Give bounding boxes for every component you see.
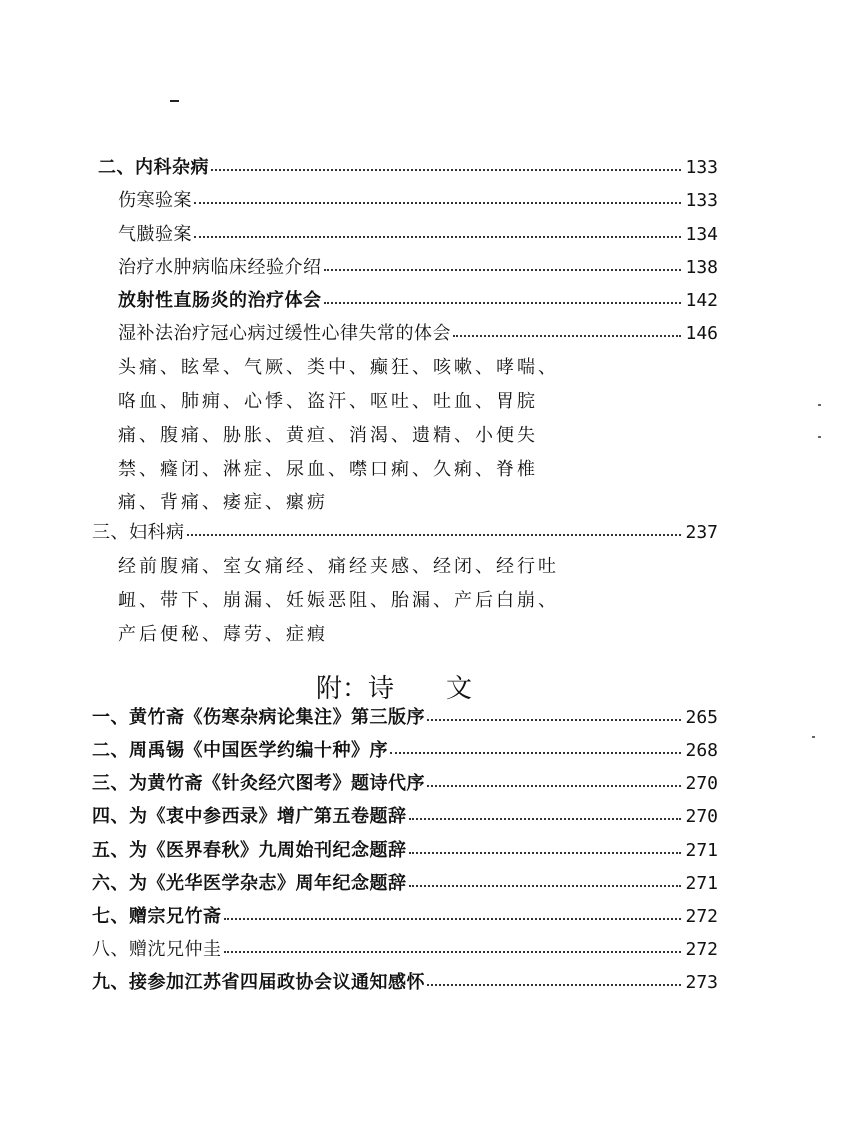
toc-entry-title: 二、内科杂病 — [98, 157, 209, 178]
toc-entry-page: 270 — [685, 773, 718, 794]
toc-entry-title: 三、为黄竹斋《针灸经穴图考》题诗代序 — [92, 773, 425, 794]
leader-dots — [390, 752, 681, 754]
leader-dots — [324, 302, 682, 304]
toc-entry-title: 八、赠沈兄仲圭 — [92, 939, 222, 960]
toc-appendix-entry[interactable] — [92, 805, 718, 829]
toc-entry-page: 271 — [685, 873, 718, 894]
toc-entry-page: 133 — [685, 157, 718, 178]
toc-entry-title: 伤寒验案 — [118, 190, 192, 211]
leader-dots — [194, 236, 681, 238]
leader-dots — [409, 885, 682, 887]
toc-appendix-entry[interactable] — [92, 839, 718, 863]
toc-appendix-entry[interactable] — [92, 772, 718, 796]
toc-appendix-entry[interactable] — [92, 872, 718, 896]
topic-line: 禁、癃闭、淋症、尿血、噤口痢、久痢、脊椎 — [118, 459, 538, 480]
topic-line: 经前腹痛、室女痛经、痛经夹感、经闭、经行吐 — [118, 556, 559, 577]
toc-entry-title: 四、为《衷中参西录》增广第五卷题辞 — [92, 806, 407, 827]
toc-entry-title: 五、为《医界春秋》九周始刊纪念题辞 — [92, 840, 407, 861]
toc-entry-title: 气臌验案 — [118, 224, 192, 245]
toc-entry-page: 271 — [685, 840, 718, 861]
toc-entry-title: 三、妇科病 — [92, 522, 185, 543]
toc-entry-title: 放射性直肠炎的治疗体会 — [118, 290, 322, 311]
leader-dots — [324, 269, 682, 271]
toc-entry-title: 七、赠宗兄竹斋 — [92, 906, 222, 927]
toc-entry-title: 一、黄竹斋《伤寒杂病论集注》第三版序 — [92, 707, 425, 728]
toc-entry-title: 九、接参加江苏省四届政协会议通知感怀 — [92, 972, 425, 993]
appendix-heading: 附：诗 文 — [316, 674, 473, 704]
toc-appendix-entry[interactable] — [92, 938, 718, 962]
leader-dots — [427, 785, 681, 787]
toc-subentry[interactable] — [118, 256, 718, 280]
toc-entry-title: 湿补法治疗冠心病过缓性心律失常的体会 — [118, 323, 451, 344]
print-speck — [818, 404, 821, 406]
topic-line: 产后便秘、蓐劳、症瘕 — [118, 624, 328, 645]
toc-entry-page: 142 — [685, 290, 718, 311]
leader-dots — [224, 918, 682, 920]
toc-entry-page: 237 — [685, 522, 718, 543]
toc-entry-title: 治疗水肿病临床经验介绍 — [118, 257, 322, 278]
toc-appendix-entry[interactable] — [92, 905, 718, 929]
topic-line: 衄、带下、崩漏、妊娠恶阻、胎漏、产后白崩、 — [118, 590, 559, 611]
leader-dots — [453, 335, 681, 337]
toc-entry-page: 270 — [685, 806, 718, 827]
leader-dots — [427, 984, 681, 986]
toc-subentry[interactable] — [118, 289, 718, 313]
leader-dots — [211, 169, 681, 171]
leader-dots — [409, 852, 682, 854]
toc-appendix-entry[interactable] — [92, 971, 718, 995]
print-speck — [818, 436, 821, 438]
leader-dots — [427, 719, 681, 721]
toc-subentry[interactable] — [118, 223, 718, 247]
topic-line: 痛、腹痛、胁胀、黄疸、消渴、遗精、小便失 — [118, 425, 538, 446]
toc-subentry[interactable] — [118, 322, 718, 346]
toc-entry-internal-medicine[interactable] — [98, 156, 718, 180]
toc-entry-page: 272 — [685, 939, 718, 960]
print-speck — [170, 100, 179, 102]
toc-entry-page: 272 — [685, 906, 718, 927]
print-speck — [812, 736, 815, 738]
toc-entry-title: 六、为《光华医学杂志》周年纪念题辞 — [92, 873, 407, 894]
toc-entry-title: 二、周禹锡《中国医学约编十种》序 — [92, 740, 388, 761]
toc-entry-page: 134 — [685, 224, 718, 245]
toc-appendix-entry[interactable] — [92, 706, 718, 730]
toc-entry-page: 133 — [685, 190, 718, 211]
toc-entry-page: 146 — [685, 323, 718, 344]
toc-appendix-entry[interactable] — [92, 739, 718, 763]
leader-dots — [194, 202, 681, 204]
leader-dots — [409, 818, 682, 820]
toc-subentry[interactable] — [118, 189, 718, 213]
toc-entry-page: 265 — [685, 707, 718, 728]
topic-line: 咯血、肺痈、心悸、盗汗、呕吐、吐血、胃脘 — [118, 391, 538, 412]
toc-entry-page: 138 — [685, 257, 718, 278]
toc-entry-gynecology[interactable] — [92, 521, 718, 545]
topic-line: 头痛、眩晕、气厥、类中、癫狂、咳嗽、哮喘、 — [118, 357, 559, 378]
leader-dots — [224, 951, 682, 953]
toc-entry-page: 273 — [685, 972, 718, 993]
toc-entry-page: 268 — [685, 740, 718, 761]
leader-dots — [187, 534, 682, 536]
topic-line: 痛、背痛、痿症、瘰疬 — [118, 492, 328, 513]
